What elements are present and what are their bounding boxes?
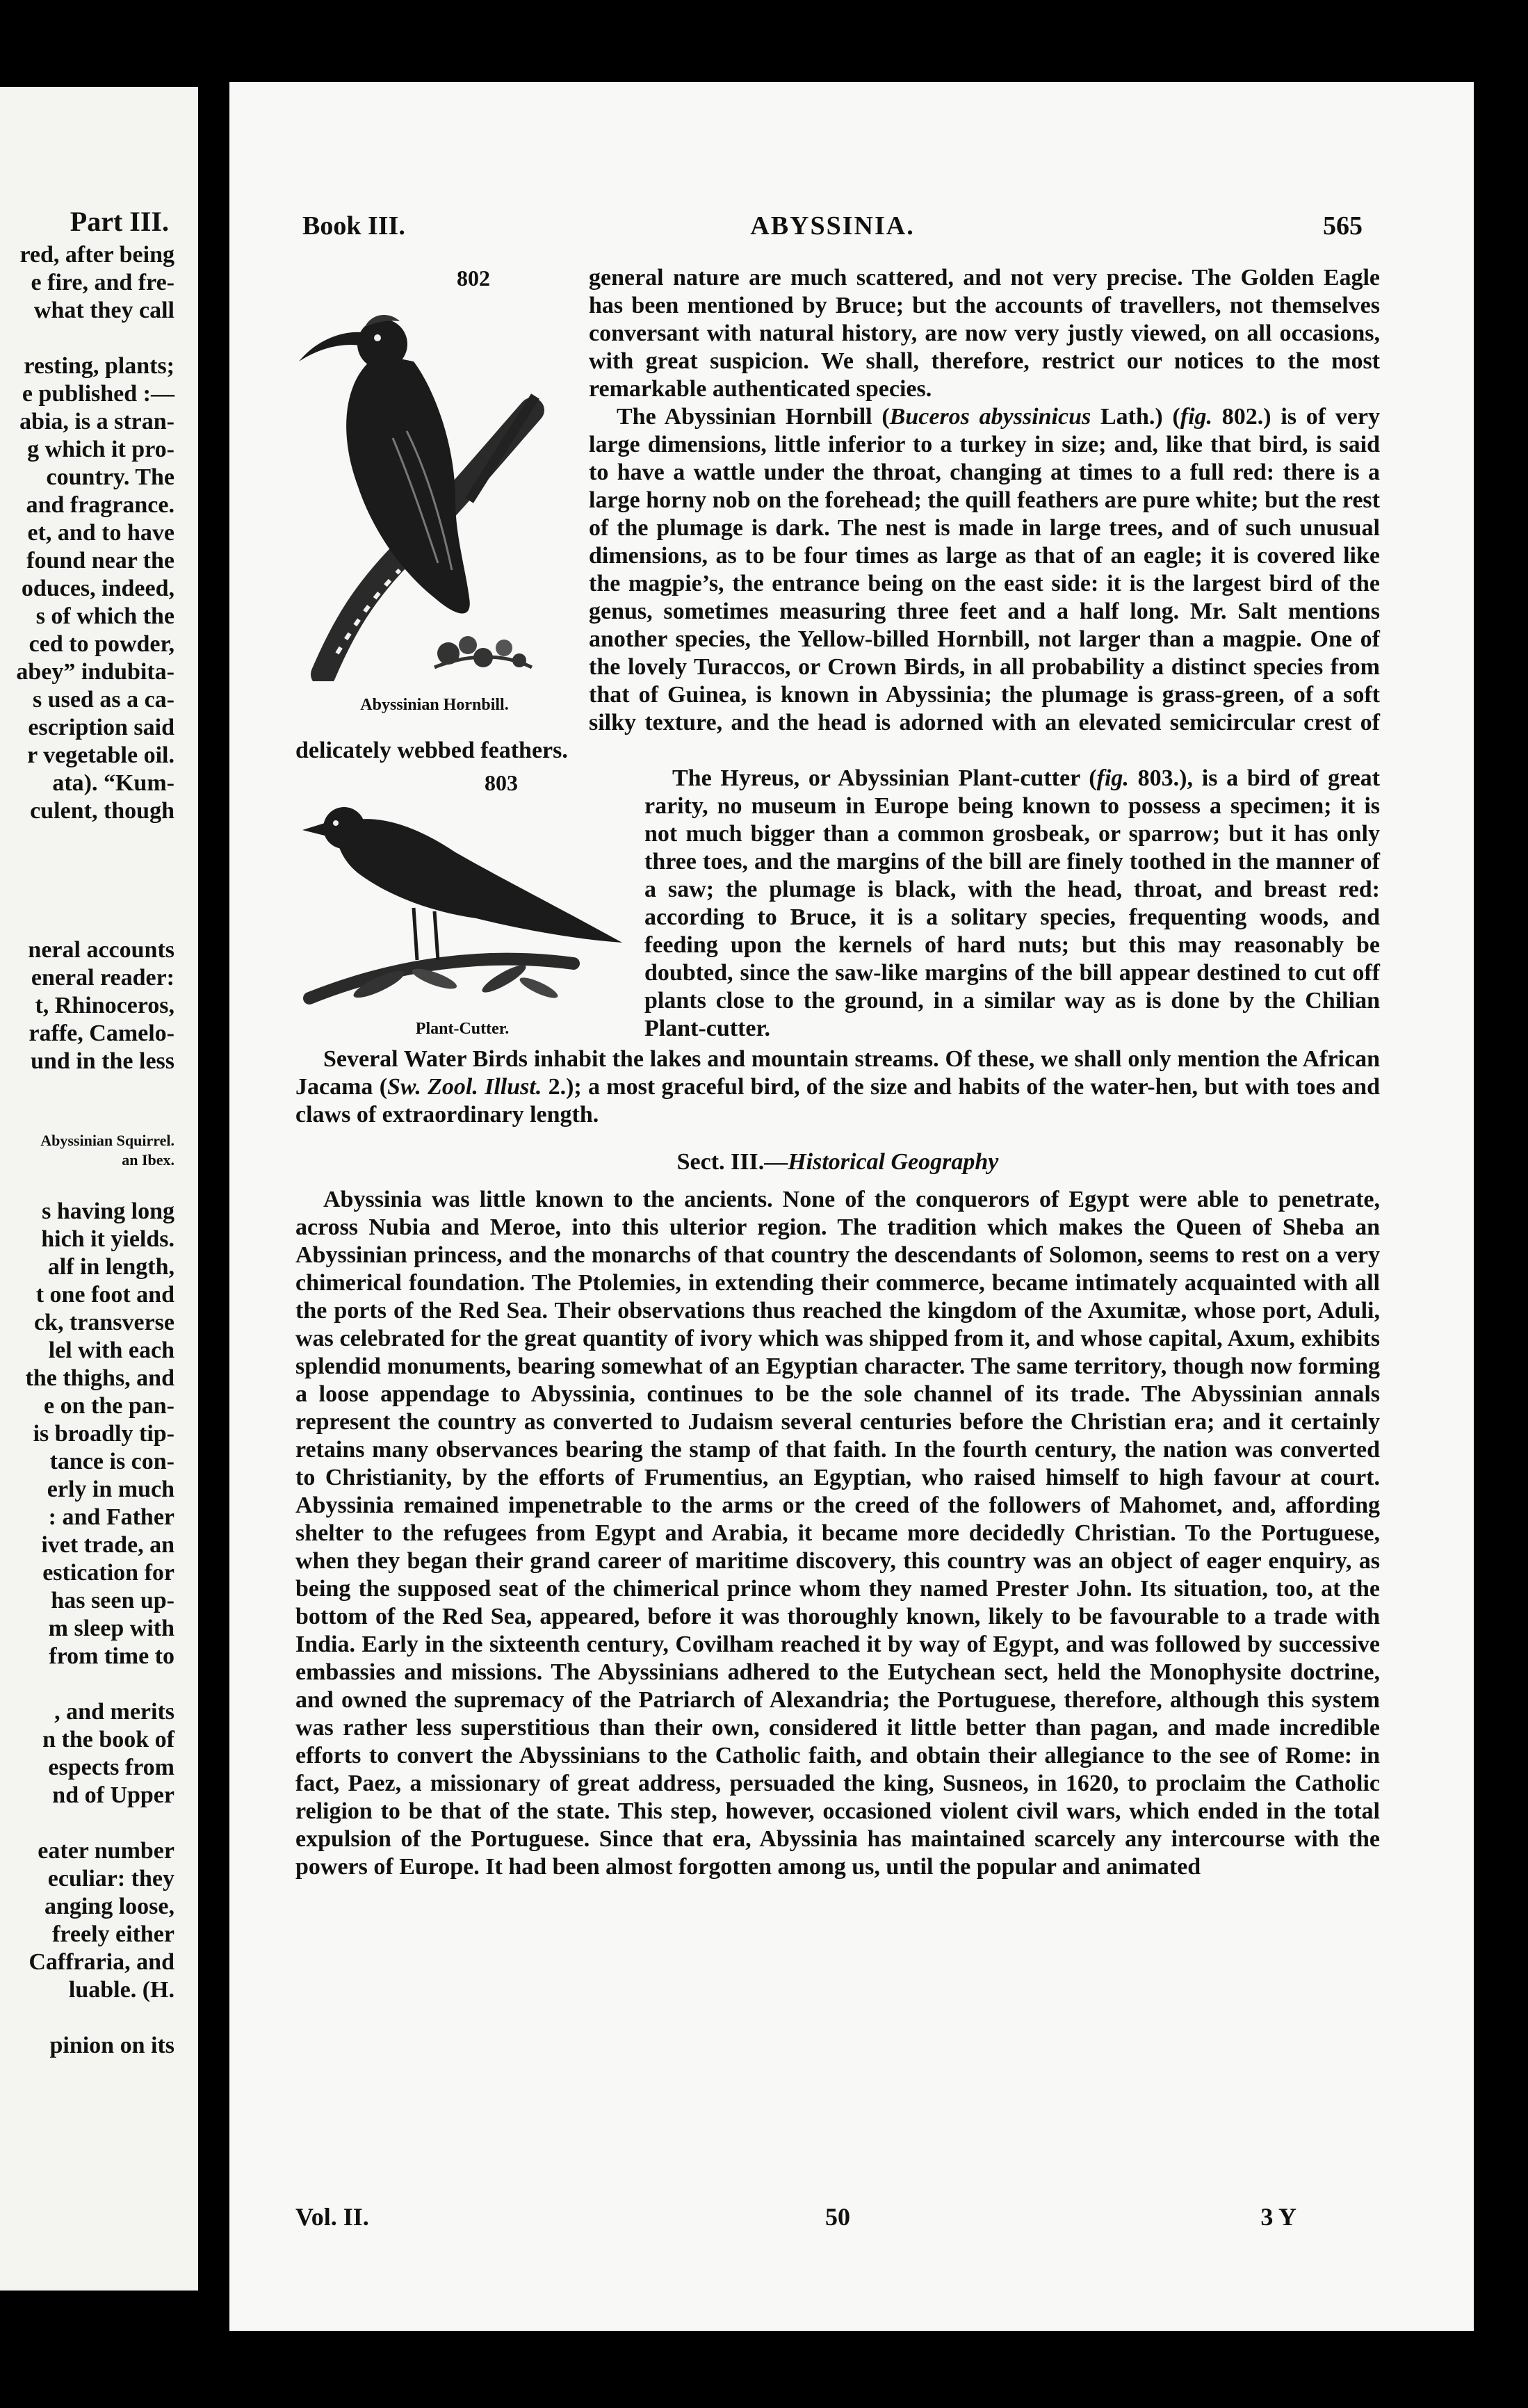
figure-reference: fig. xyxy=(1180,404,1213,430)
previous-page-fragment xyxy=(0,87,198,2291)
left-page-line: s of which the xyxy=(35,603,174,629)
left-page-line: escription said xyxy=(28,715,174,740)
figure-803-caption: Plant-Cutter. xyxy=(415,1020,510,1038)
figure-802 xyxy=(295,264,574,719)
left-page-line: is broadly tip- xyxy=(33,1421,174,1447)
left-page-line xyxy=(0,2004,174,2032)
running-header xyxy=(302,211,1363,252)
figure-reference: fig. xyxy=(1096,765,1129,791)
left-page-line xyxy=(0,1809,174,1837)
left-page-line: et, and to have xyxy=(27,520,174,546)
left-page-line: m sleep with xyxy=(48,1616,174,1641)
left-page-line: e fire, and fre- xyxy=(31,270,174,295)
main-page xyxy=(229,82,1474,2331)
text-run: 2.); a most graceful bird, of the size and habits of the water-hen, but with toes and claws of extraordinary length. xyxy=(295,1074,1380,1128)
left-page-line: found near the xyxy=(26,548,174,573)
plant-cutter-illustration xyxy=(295,797,629,1005)
text-run: The Abyssinian Hornbill ( xyxy=(617,404,890,430)
left-page-line: e on the pan- xyxy=(44,1393,174,1419)
left-page-line: oduces, indeed, xyxy=(21,576,174,601)
left-page-line: what they call xyxy=(33,298,174,323)
volume-label: Vol. II. xyxy=(295,2203,369,2231)
text-run: Lath.) ( xyxy=(1091,404,1180,430)
left-page-line xyxy=(0,1170,174,1198)
left-page-text xyxy=(0,241,174,2060)
left-page-line: t one foot and xyxy=(35,1282,174,1308)
left-page-line: , and merits xyxy=(54,1699,174,1725)
section-label: Sect. III.— xyxy=(676,1149,788,1175)
left-page-line: eneral reader: xyxy=(31,965,174,991)
section-title: Historical Geography xyxy=(788,1149,999,1175)
left-page-line: alf in length, xyxy=(47,1254,174,1280)
left-page-line: red, after being xyxy=(19,242,174,268)
left-page-line: nd of Upper xyxy=(52,1782,174,1808)
left-page-line: the thighs, and xyxy=(25,1365,174,1391)
left-page-line: n the book of xyxy=(42,1727,174,1752)
left-running-header: Part III. xyxy=(70,206,169,237)
paragraph-eagle: general nature are much scattered, and not very precise. The Golden Eagle has been mentioned by Bruce; but the accounts of travellers, not themselves conversant with natural history, are now very justly viewed, on all occasions, with great suspicion. We shall, therefore, restrict our notices to the most remarkable authenticated species. xyxy=(589,265,1380,402)
left-page-line: eculiar: they xyxy=(47,1866,174,1892)
left-page-line: Caffraria, and xyxy=(29,1949,174,1975)
left-page-line: resting, plants; xyxy=(24,353,174,379)
figure-803-number: 803 xyxy=(485,770,518,795)
left-page-line: eater number xyxy=(38,1838,174,1864)
left-page-line: raffe, Camelo- xyxy=(29,1020,174,1046)
text-run: 803.), is a bird of great rarity, no museum in Europe being known to possess a specimen; it is not much bigger than a common grosbeak, or sparrow; but it has only three toes, and the margins of the bill are finely toothed in the manner of a saw; the plumage is black, with the head, throat, and breast red: according to Bruce, it is a solitary species, frequenting woods, and feeding upon the kernels of hard nuts; but this may reasonably be doubted, since the saw-like margins of the bill appear destined to cut off plants close to the ground, in a similar way as is done by the Chilian Plant-cutter. xyxy=(644,765,1380,1041)
left-page-line xyxy=(0,881,174,909)
left-page-line: and fragrance. xyxy=(26,492,174,518)
text-run: Several Water Birds inhabit the lakes and mountain streams. Of these, we shall only mention the African Jacama ( xyxy=(295,1046,1380,1100)
left-page-line: erly in much xyxy=(47,1476,174,1502)
left-page-line: luable. (H. xyxy=(68,1977,174,2003)
left-page-line: country. The xyxy=(46,464,174,490)
page-footer xyxy=(295,2202,1380,2237)
page-number: 565 xyxy=(1323,211,1363,241)
left-page-line xyxy=(0,909,174,936)
left-page-line: neral accounts xyxy=(28,937,174,963)
species-name: Buceros abyssinicus xyxy=(889,404,1091,430)
left-page-line: ck, transverse xyxy=(33,1310,174,1335)
book-label: Book III. xyxy=(302,211,405,241)
left-page-line: hich it yields. xyxy=(41,1226,174,1252)
left-page-line: espects from xyxy=(48,1755,174,1780)
left-page-line xyxy=(0,1103,174,1131)
left-page-line: culent, though xyxy=(30,798,174,824)
left-page-line: s used as a ca- xyxy=(32,687,174,713)
left-page-line: e published :— xyxy=(22,381,174,407)
left-page-line: pinion on its xyxy=(49,2033,174,2058)
left-page-caption: an Ibex. xyxy=(122,1151,174,1169)
left-page-line xyxy=(0,853,174,881)
left-page-line: has seen up- xyxy=(51,1588,174,1613)
hornbill-illustration xyxy=(295,292,574,681)
left-page-line xyxy=(0,1670,174,1698)
left-page-line xyxy=(0,325,174,352)
left-page-line: r vegetable oil. xyxy=(27,742,174,768)
figure-803 xyxy=(295,769,629,1043)
left-page-line: abia, is a stran- xyxy=(19,409,174,434)
left-page-line: und in the less xyxy=(31,1048,174,1074)
left-page-line: tance is con- xyxy=(49,1449,174,1474)
text-run: The Hyreus, or Abyssinian Plant-cutter ( xyxy=(672,765,1097,791)
page-title: ABYSSINIA. xyxy=(750,211,915,241)
citation: Sw. Zool. Illust. xyxy=(387,1074,542,1100)
figure-802-caption: Abyssinian Hornbill. xyxy=(360,696,509,714)
left-page-line: ata). “Kum- xyxy=(52,770,174,796)
left-page-line: estication for xyxy=(42,1560,174,1586)
left-page-line: ivet trade, an xyxy=(41,1532,174,1558)
left-page-line: from time to xyxy=(49,1643,174,1669)
sheet-number: 50 xyxy=(825,2203,850,2231)
section-heading xyxy=(295,1148,1380,1176)
paragraph-water-birds xyxy=(295,1046,1380,1129)
text-run: 802.) is of very large dimensions, little inferior to a turkey in size; and, like that bird, is said to have a wattle under the throat, changing at times to a full red: there is a large horny nob on the forehead; the quill feathers are pure white; but the rest of the plumage is dark. The nest is made in large trees, and of such unusual dimensions, as to be four times as large as that of an eagle; it is covered like the magpie’s, the entrance being on the east side: it is the largest bird of the genus, sometimes measuring three feet and a half long. Mr. Salt mentions another species, the Yellow-billed Hornbill, not larger than a magpie. One of the lovely Turaccos, or Crown Birds, in all probability a distinct species from that of Guinea, is known in Abyssinia; the plumage is grass-green, of a soft silky texture, and the head is adorned with an elevated semicircular crest of delicately webbed feathers. xyxy=(295,404,1380,763)
left-page-line: freely either xyxy=(52,1921,174,1947)
left-page-caption: Abyssinian Squirrel. xyxy=(40,1132,174,1149)
left-page-line: anging loose, xyxy=(44,1894,174,1919)
left-page-line: lel with each xyxy=(48,1337,174,1363)
left-page-line: g which it pro- xyxy=(27,437,174,462)
left-page-line xyxy=(0,1075,174,1103)
signature-mark: 3 Y xyxy=(1260,2203,1297,2231)
left-page-line: ced to powder, xyxy=(29,631,174,657)
left-page-line: t, Rhinoceros, xyxy=(35,993,174,1018)
left-page-line: : and Father xyxy=(48,1504,174,1530)
left-page-line xyxy=(0,825,174,853)
left-page-line: abey” indubita- xyxy=(16,659,174,685)
left-page-line: s having long xyxy=(42,1198,174,1224)
paragraph-history: Abyssinia was little known to the ancients. None of the conquerors of Egypt were able to penetrate, across Nubia and Meroe, into this ulterior region. The tradition which makes the Queen of Sheba an Abyssinian princess, and the monarchs of that country the descendants of Solomon, seems to rest on a very chimerical foundation. The Ptolemies, in extending their commerce, became intimately acquainted with all the ports of the Red Sea. Their observations thus reached the kingdom of the Axumitæ, whose port, Aduli, was celebrated for the great quantity of ivory which was shipped from it, and whose capital, Axum, exhibits splendid monuments, bearing somewhat of an Egyptian character. The same territory, though now forming a loose appendage to Abyssinia, continues to be the sole channel of its trade. The Abyssinian annals represent the country as converted to Judaism several centuries before the Christian era; and it certainly retains many observances bearing the stamp of that faith. In the fourth century, the nation was converted to Christianity, by the efforts of Frumentius, an Egyptian, who raised himself to high favour at court. Abyssinia remained impenetrable to the arms or the creed of the followers of Mahomet, and, affording shelter to the refugees from Egypt and Arabia, it became more decidedly Christian. To the Portuguese, when they began their grand career of maritime discovery, this country was an object of eager enquiry, as being the supposed seat of the chimerical prince whom they named Prester John. Its situation, too, at the bottom of the Red Sea, appeared, before it was thoroughly known, likely to be favourable to a trade with India. Early in the sixteenth century, Covilham reached it by way of Egypt, and was followed by successive embassies and missions. The Abyssinians adhered to the Eutychean sect, held the Monophysite doctrine, and owned the supremacy of the Patriarch of Alexandria; the Portuguese, therefore, although this system was rather less superstitious than their own, considered it little better than pagan, and made incredible efforts to convert the Abyssinians to the Catholic faith, and obtain their allegiance to the see of Rome: in fact, Paez, a missionary of great address, persuaded the king, Susneos, in 1620, to proclaim the Catholic religion to be that of the state. This step, however, occasioned violent civil wars, which ended in the total expulsion of the Portuguese. Since that era, Abyssinia has maintained scarcely any intercourse with the powers of Europe. It had been almost forgotten among us, until the popular and animated xyxy=(295,1187,1380,1880)
page-body xyxy=(295,264,1380,1881)
figure-802-number: 802 xyxy=(457,266,490,291)
